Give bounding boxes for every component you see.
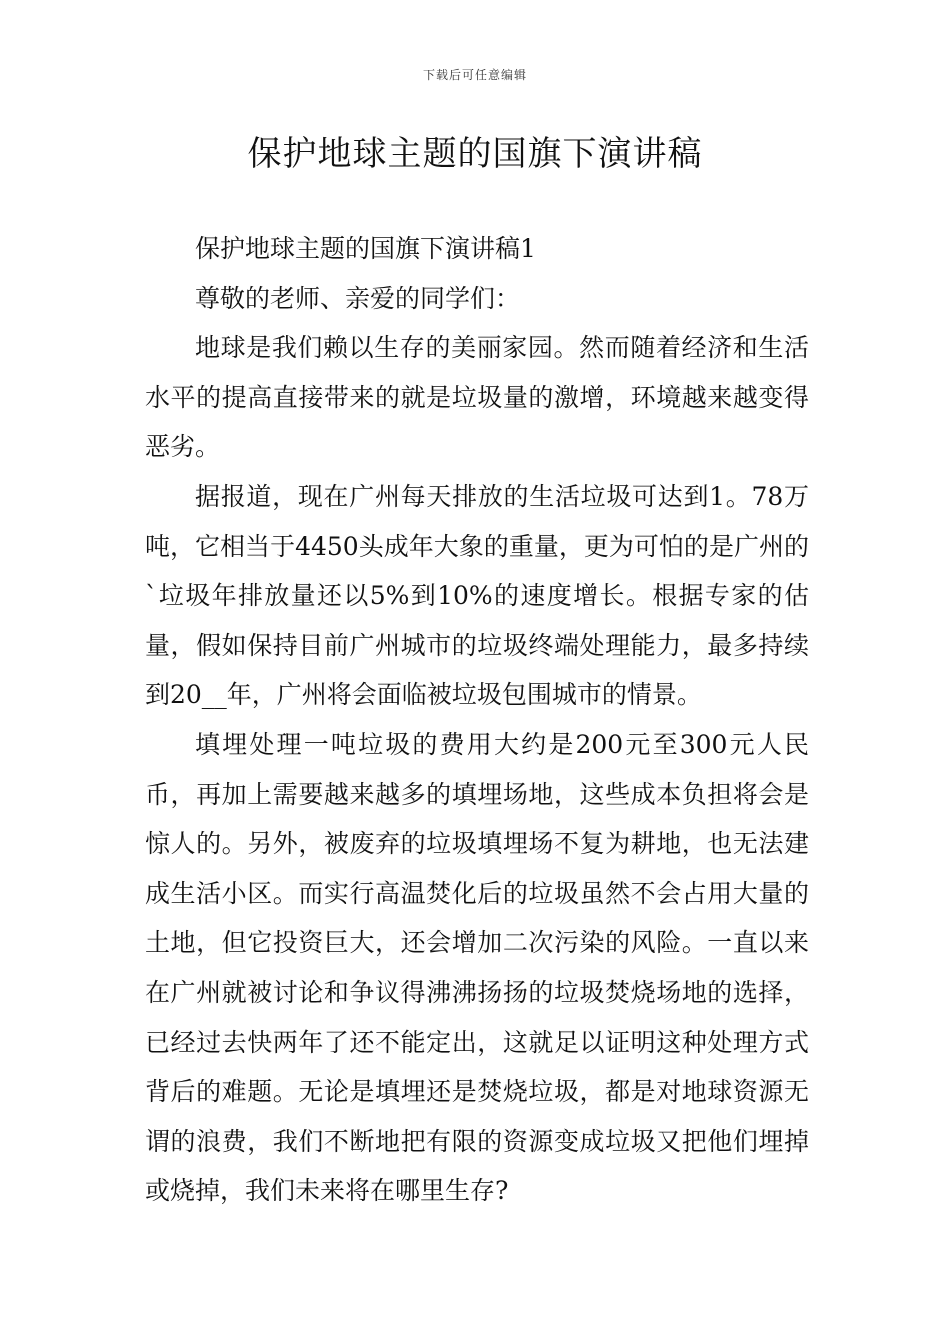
paragraph-1: 地球是我们赖以生存的美丽家园。然而随着经济和生活水平的提高直接带来的就是垃圾量的激增，环境越来越变得恶劣。 — [145, 333, 809, 462]
paragraph-3: 填埋处理一吨垃圾的费用大约是200元至300元人民币，再加上需要越来越多的填埋场地，这些成本负担将会是惊人的。另外，被废弃的垃圾填埋场不复为耕地，也无法建成生活小区。而实行高温焚化后的垃圾虽然不会占用大量的土地，但它投资巨大，还会增加二次污染的风险。一直以来在广州就被讨论和争议得沸沸扬扬的垃圾焚烧场地的选择，已经过去快两年了还不能定出，这就足以证明这种处理方式背后的难题。无论是填埋还是焚烧垃圾，都是对地球资源无谓的浪费，我们不断地把有限的资源变成垃圾又把他们埋掉或烧掉，我们未来将在哪里生存? — [145, 729, 809, 1206]
paragraph-2: 据报道，现在广州每天排放的生活垃圾可达到1。78万吨，它相当于4450头成年大象的重量，更为可怕的是广州的`垃圾年排放量还以5%到10%的速度增长。根据专家的估量，假如保持目前广州城市的垃圾终端处理能力，最多持续到20__年，广州将会面临被垃圾包围城市的情景。 — [145, 481, 809, 710]
paragraph-subtitle: 保护地球主题的国旗下演讲稿1 — [195, 234, 536, 263]
document-body — [145, 224, 809, 1216]
header-note: 下载后可任意编辑 — [422, 68, 527, 82]
paragraph-greeting: 尊敬的老师、亲爱的同学们： — [195, 283, 521, 313]
document-title: 保护地球主题的国旗下演讲稿 — [247, 134, 703, 174]
